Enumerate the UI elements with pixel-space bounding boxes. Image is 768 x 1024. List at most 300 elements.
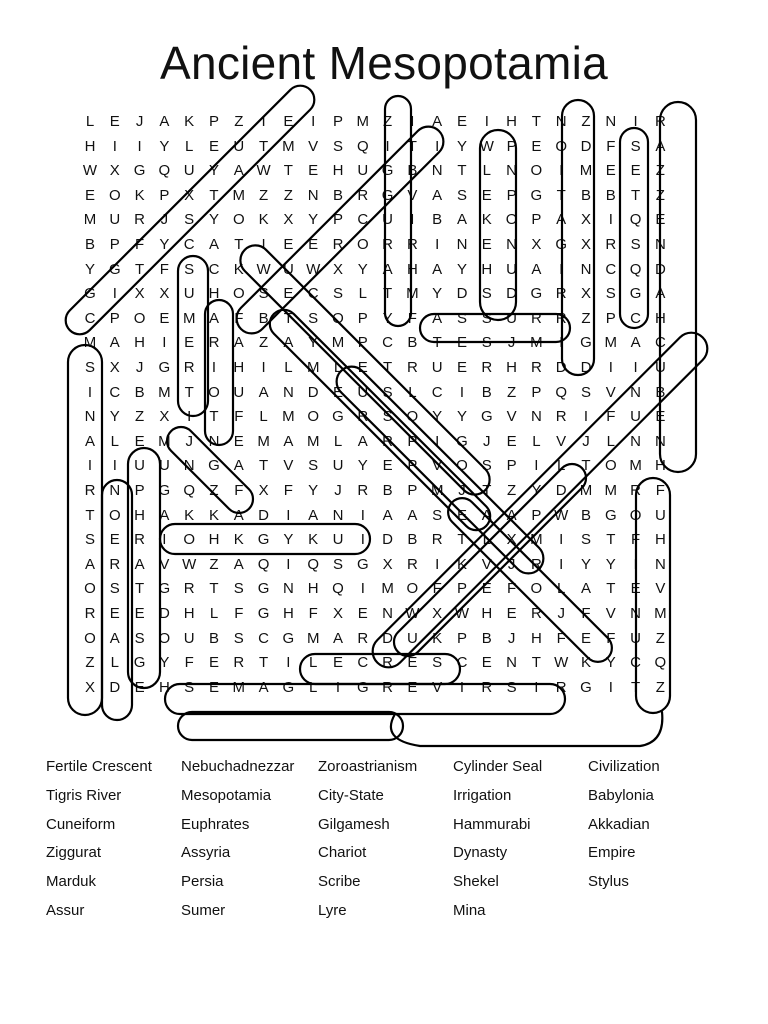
- grid-letter: T: [135, 260, 145, 278]
- grid-letter: W: [554, 506, 569, 524]
- grid-letter: E: [605, 162, 616, 180]
- grid-letter: B: [407, 334, 418, 352]
- grid-letter: S: [134, 629, 145, 647]
- grid-letter: I: [286, 506, 291, 524]
- grid-letter: E: [332, 654, 343, 672]
- grid-letter: O: [456, 457, 468, 475]
- grid-letter: R: [431, 531, 443, 549]
- grid-letter: X: [506, 531, 517, 549]
- grid-letter: U: [233, 383, 245, 401]
- grid-letter: X: [580, 211, 591, 229]
- grid-letter: I: [112, 137, 117, 155]
- grid-letter: L: [557, 457, 566, 475]
- word-bank-item: Dynasty: [453, 844, 508, 862]
- grid-letter: I: [608, 678, 613, 696]
- grid-letter: H: [654, 531, 666, 549]
- grid-letter: R: [605, 236, 617, 253]
- grid-letter: J: [507, 334, 516, 352]
- grid-letter: A: [109, 629, 120, 647]
- grid-letter: M: [579, 162, 593, 180]
- grid-letter: H: [654, 309, 666, 327]
- grid-letter: E: [109, 531, 120, 549]
- grid-letter: W: [454, 605, 470, 622]
- grid-letter: A: [233, 506, 244, 524]
- grid-letter: O: [84, 629, 96, 647]
- grid-letter: I: [87, 457, 93, 475]
- grid-letter: E: [134, 605, 145, 622]
- grid-letter: E: [357, 605, 368, 622]
- grid-letter: N: [282, 383, 294, 401]
- grid-letter: D: [580, 359, 592, 376]
- grid-letter: P: [531, 383, 542, 401]
- grid-letter: H: [158, 678, 170, 696]
- grid-letter: V: [556, 432, 567, 450]
- grid-letter: W: [256, 162, 271, 180]
- grid-letter: M: [629, 457, 642, 475]
- grid-letter: I: [435, 236, 440, 253]
- grid-letter: W: [479, 137, 494, 155]
- grid-letter: N: [84, 408, 96, 426]
- grid-letter: I: [435, 137, 440, 155]
- grid-letter: S: [481, 285, 492, 303]
- grid-letter: Y: [283, 531, 294, 549]
- grid-letter: O: [183, 531, 196, 549]
- grid-letter: V: [308, 137, 319, 155]
- grid-letter: G: [208, 457, 220, 475]
- grid-letter: D: [654, 260, 666, 278]
- grid-letter: H: [481, 605, 493, 622]
- grid-letter: S: [184, 211, 195, 229]
- grid-letter: R: [357, 186, 369, 204]
- grid-letter: Z: [259, 186, 269, 204]
- grid-letter: A: [308, 506, 319, 524]
- grid-letter: A: [655, 137, 666, 155]
- grid-letter: U: [654, 506, 666, 524]
- grid-letter: N: [630, 432, 642, 450]
- grid-letter: I: [360, 580, 365, 598]
- grid-letter: S: [332, 285, 343, 303]
- grid-letter: L: [482, 531, 491, 549]
- grid-letter: A: [159, 506, 170, 524]
- grid-letter: N: [605, 113, 617, 130]
- grid-letter: Y: [382, 309, 393, 327]
- grid-letter: F: [606, 137, 616, 155]
- grid-letter: U: [183, 629, 195, 647]
- grid-letter: H: [208, 285, 220, 303]
- grid-letter: A: [655, 285, 666, 303]
- grid-letter: A: [233, 162, 244, 180]
- grid-letter: G: [332, 408, 344, 426]
- grid-letter: A: [382, 260, 393, 278]
- grid-letter: C: [654, 334, 666, 352]
- grid-letter: U: [506, 309, 518, 327]
- grid-letter: Y: [580, 555, 591, 573]
- grid-letter: H: [406, 260, 418, 278]
- grid-letter: Z: [581, 113, 591, 130]
- grid-letter: A: [506, 506, 517, 524]
- grid-letter: R: [481, 678, 493, 696]
- grid-letter: M: [430, 482, 444, 499]
- grid-letter: T: [283, 162, 293, 180]
- grid-letter: K: [184, 113, 195, 130]
- grid-letter: I: [112, 285, 117, 303]
- grid-letter: S: [84, 359, 95, 376]
- grid-letter: I: [608, 211, 613, 229]
- grid-letter: N: [654, 555, 666, 573]
- word-bank-item: City-State: [318, 786, 384, 804]
- grid-letter: Q: [356, 137, 369, 155]
- grid-letter: I: [385, 137, 390, 155]
- grid-letter: J: [582, 432, 590, 450]
- grid-letter: Q: [629, 260, 642, 278]
- grid-letter: I: [583, 408, 589, 426]
- grid-letter: F: [234, 482, 244, 499]
- grid-letter: L: [333, 432, 343, 450]
- grid-letter: O: [307, 408, 320, 426]
- word-bank-item: Mina: [453, 902, 486, 919]
- grid-letter: A: [258, 383, 269, 401]
- grid-letter: K: [184, 506, 195, 524]
- grid-letter: F: [234, 605, 244, 622]
- grid-letter: T: [606, 531, 616, 549]
- grid-letter: A: [407, 506, 418, 524]
- grid-letter: U: [134, 457, 146, 475]
- grid-letter: X: [332, 260, 343, 278]
- grid-letter: E: [357, 359, 368, 376]
- grid-letter: I: [559, 260, 564, 278]
- grid-letter: U: [654, 359, 666, 376]
- grid-letter: C: [357, 211, 369, 229]
- grid-letter: F: [432, 580, 442, 598]
- grid-letter: I: [87, 383, 93, 401]
- grid-letter: L: [557, 580, 566, 598]
- grid-letter: C: [456, 654, 468, 672]
- grid-letter: J: [483, 432, 491, 450]
- grid-letter: M: [182, 309, 196, 327]
- grid-letter: X: [382, 555, 393, 573]
- grid-letter: E: [456, 506, 467, 524]
- grid-letter: K: [432, 629, 443, 647]
- grid-letter: A: [531, 260, 542, 278]
- grid-letter: Z: [507, 482, 517, 499]
- grid-letter: R: [208, 334, 220, 352]
- grid-letter: A: [481, 506, 492, 524]
- grid-letter: Z: [209, 555, 219, 573]
- grid-letter: B: [134, 383, 145, 401]
- grid-letter: Y: [84, 260, 95, 278]
- grid-letter: K: [481, 211, 492, 229]
- grid-letter: W: [554, 654, 569, 672]
- grid-letter: S: [84, 531, 95, 549]
- grid-letter: Y: [531, 482, 542, 499]
- grid-letter: I: [360, 506, 365, 524]
- grid-letter: Z: [135, 408, 145, 426]
- grid-letter: P: [332, 211, 343, 229]
- grid-letter: A: [233, 334, 244, 352]
- grid-letter: X: [159, 408, 170, 426]
- grid-letter: R: [84, 482, 96, 499]
- grid-letter: M: [654, 605, 667, 622]
- grid-letter: I: [435, 432, 440, 450]
- grid-letter: Y: [456, 260, 467, 278]
- grid-letter: P: [531, 506, 542, 524]
- grid-letter: C: [630, 654, 642, 672]
- grid-letter: C: [357, 654, 369, 672]
- grid-letter: Z: [383, 113, 393, 130]
- grid-letter: T: [234, 236, 244, 253]
- grid-letter: P: [332, 113, 343, 130]
- grid-letter: Y: [308, 334, 319, 352]
- grid-letter: D: [382, 531, 394, 549]
- grid-letter: R: [530, 555, 542, 573]
- grid-letter: O: [530, 580, 543, 598]
- grid-letter: E: [456, 359, 467, 376]
- grid-letter: P: [506, 186, 517, 204]
- grid-letter: P: [506, 457, 517, 475]
- grid-letter: V: [605, 605, 616, 622]
- grid-letter: G: [282, 678, 295, 696]
- word-bank-item: Civilization: [588, 758, 660, 775]
- grid-letter: X: [432, 605, 443, 622]
- grid-letter: M: [306, 359, 320, 376]
- grid-letter: I: [211, 359, 217, 376]
- grid-letter: F: [234, 309, 244, 327]
- grid-letter: T: [209, 186, 219, 204]
- grid-letter: R: [481, 359, 493, 376]
- grid-letter: R: [183, 580, 195, 598]
- grid-letter: Y: [208, 211, 219, 229]
- grid-letter: T: [259, 654, 269, 672]
- grid-letter: I: [559, 334, 564, 352]
- word-bank-item: Lyre: [318, 902, 347, 919]
- grid-letter: Y: [159, 137, 170, 155]
- grid-letter: J: [135, 113, 144, 130]
- grid-letter: K: [233, 531, 244, 549]
- grid-letter: K: [456, 555, 467, 573]
- grid-letter: P: [134, 482, 145, 499]
- grid-letter: J: [458, 482, 466, 499]
- grid-letter: C: [258, 629, 270, 647]
- grid-letter: R: [406, 555, 418, 573]
- grid-letter: O: [505, 211, 518, 229]
- grid-letter: I: [162, 334, 167, 352]
- grid-letter: L: [209, 605, 219, 622]
- grid-letter: I: [187, 408, 192, 426]
- grid-letter: I: [435, 555, 440, 573]
- grid-letter: B: [258, 309, 269, 327]
- grid-letter: S: [332, 555, 343, 573]
- grid-letter: C: [630, 309, 642, 327]
- grid-letter: A: [382, 506, 393, 524]
- grid-letter: N: [530, 408, 542, 426]
- grid-letter: S: [506, 678, 517, 696]
- grid-letter: E: [308, 236, 319, 253]
- word-bank-item: Irrigation: [453, 786, 512, 804]
- grid-letter: C: [431, 383, 443, 401]
- grid-letter: S: [382, 383, 393, 401]
- grid-letter: R: [134, 211, 146, 229]
- grid-letter: Z: [655, 186, 665, 204]
- grid-letter: Q: [257, 555, 270, 573]
- grid-letter: M: [158, 432, 171, 450]
- grid-letter: A: [84, 432, 95, 450]
- grid-letter: M: [282, 137, 295, 155]
- grid-letter: F: [407, 309, 417, 327]
- grid-letter: O: [332, 309, 344, 327]
- grid-letter: K: [580, 654, 591, 672]
- grid-letter: I: [459, 383, 465, 401]
- grid-letter: X: [332, 605, 343, 622]
- grid-letter: S: [308, 309, 319, 327]
- grid-letter: M: [530, 531, 543, 549]
- grid-letter: E: [109, 605, 120, 622]
- grid-letter: V: [605, 383, 616, 401]
- grid-letter: G: [356, 678, 369, 696]
- grid-letter: M: [282, 408, 295, 426]
- grid-letter: C: [208, 260, 220, 278]
- grid-letter: D: [109, 678, 121, 696]
- grid-letter: S: [605, 285, 616, 303]
- grid-letter: Z: [283, 186, 293, 204]
- grid-letter: J: [185, 432, 193, 450]
- grid-letter: Q: [654, 654, 667, 672]
- grid-letter: S: [580, 531, 591, 549]
- word-bank-item: Cuneiform: [46, 815, 116, 833]
- grid-letter: S: [432, 506, 443, 524]
- grid-letter: L: [532, 432, 541, 450]
- grid-letter: B: [605, 186, 616, 204]
- grid-letter: O: [158, 629, 171, 647]
- grid-letter: C: [183, 236, 195, 253]
- grid-letter: H: [307, 580, 319, 598]
- grid-letter: W: [405, 605, 420, 622]
- grid-letter: M: [232, 186, 246, 204]
- grid-letter: G: [133, 654, 146, 672]
- grid-letter: T: [631, 186, 641, 204]
- grid-letter: X: [109, 162, 120, 180]
- grid-letter: H: [134, 506, 146, 524]
- grid-letter: Z: [655, 678, 665, 696]
- grid-letter: S: [233, 629, 244, 647]
- grid-letter: R: [357, 629, 369, 647]
- word-bank-item: Stylus: [588, 873, 629, 891]
- grid-letter: D: [456, 285, 468, 303]
- grid-letter: I: [534, 457, 539, 475]
- grid-letter: R: [84, 605, 96, 622]
- grid-letter: G: [108, 260, 121, 278]
- grid-letter: J: [507, 555, 516, 573]
- grid-letter: S: [481, 457, 492, 475]
- grid-letter: E: [109, 113, 120, 130]
- grid-letter: I: [559, 531, 564, 549]
- grid-letter: E: [184, 334, 195, 352]
- grid-letter: P: [456, 629, 467, 647]
- grid-letter: Q: [183, 482, 196, 499]
- grid-letter: R: [382, 678, 394, 696]
- grid-letter: R: [233, 654, 245, 672]
- grid-letter: I: [633, 555, 638, 573]
- grid-letter: R: [555, 408, 567, 426]
- grid-letter: U: [332, 457, 344, 475]
- grid-letter: H: [183, 605, 195, 622]
- grid-letter: G: [133, 162, 146, 180]
- grid-letter: E: [283, 113, 294, 130]
- grid-letter: F: [234, 408, 244, 426]
- grid-letter: N: [382, 605, 394, 622]
- grid-letter: I: [162, 531, 167, 549]
- grid-letter: V: [655, 580, 666, 598]
- grid-letter: I: [410, 211, 415, 229]
- word-bank-item: Scribe: [318, 873, 361, 891]
- grid-letter: I: [335, 678, 341, 696]
- grid-letter: E: [283, 285, 294, 303]
- grid-letter: K: [134, 186, 145, 204]
- grid-letter: A: [233, 457, 244, 475]
- grid-letter: S: [332, 137, 343, 155]
- grid-letter: S: [456, 309, 467, 327]
- word-bank-item: Sumer: [181, 902, 226, 919]
- grid-letter: A: [556, 211, 567, 229]
- grid-letter: U: [233, 137, 245, 155]
- grid-letter: W: [82, 162, 98, 180]
- grid-letter: G: [580, 334, 592, 352]
- page-title: Ancient Mesopotamia: [159, 37, 609, 89]
- grid-letter: L: [259, 408, 268, 426]
- grid-letter: W: [182, 555, 197, 573]
- grid-letter: G: [257, 580, 270, 598]
- grid-letter: G: [629, 285, 642, 303]
- grid-letter: D: [158, 605, 170, 622]
- grid-letter: S: [258, 285, 269, 303]
- grid-letter: Y: [208, 162, 219, 180]
- grid-letter: R: [555, 285, 567, 303]
- grid-letter: E: [382, 457, 393, 475]
- grid-letter: Q: [307, 555, 320, 573]
- grid-letter: T: [432, 334, 442, 352]
- grid-letter: U: [630, 629, 642, 647]
- grid-letter: J: [557, 605, 565, 622]
- grid-letter: F: [606, 629, 616, 647]
- grid-letter: L: [358, 285, 367, 303]
- grid-letter: W: [256, 260, 271, 278]
- grid-letter: E: [308, 162, 319, 180]
- grid-letter: A: [432, 309, 443, 327]
- grid-letter: A: [134, 555, 145, 573]
- grid-letter: O: [629, 506, 642, 524]
- grid-letter: Z: [234, 113, 244, 130]
- grid-letter: F: [159, 260, 169, 278]
- grid-letter: N: [580, 260, 592, 278]
- grid-letter: R: [382, 432, 394, 450]
- grid-letter: Q: [629, 211, 642, 229]
- grid-letter: S: [630, 137, 641, 155]
- grid-letter: T: [85, 506, 95, 524]
- grid-letter: B: [580, 506, 591, 524]
- grid-letter: A: [283, 432, 294, 450]
- grid-letter: X: [580, 285, 591, 303]
- grid-letter: U: [109, 211, 121, 229]
- grid-letter: X: [531, 236, 542, 253]
- grid-letter: E: [531, 137, 542, 155]
- grid-letter: Q: [332, 580, 344, 598]
- grid-letter: E: [134, 678, 145, 696]
- grid-letter: F: [655, 482, 665, 499]
- grid-letter: B: [580, 186, 591, 204]
- grid-letter: O: [232, 211, 245, 229]
- grid-letter: A: [432, 260, 443, 278]
- grid-letter: S: [308, 457, 319, 475]
- grid-letter: G: [580, 678, 592, 696]
